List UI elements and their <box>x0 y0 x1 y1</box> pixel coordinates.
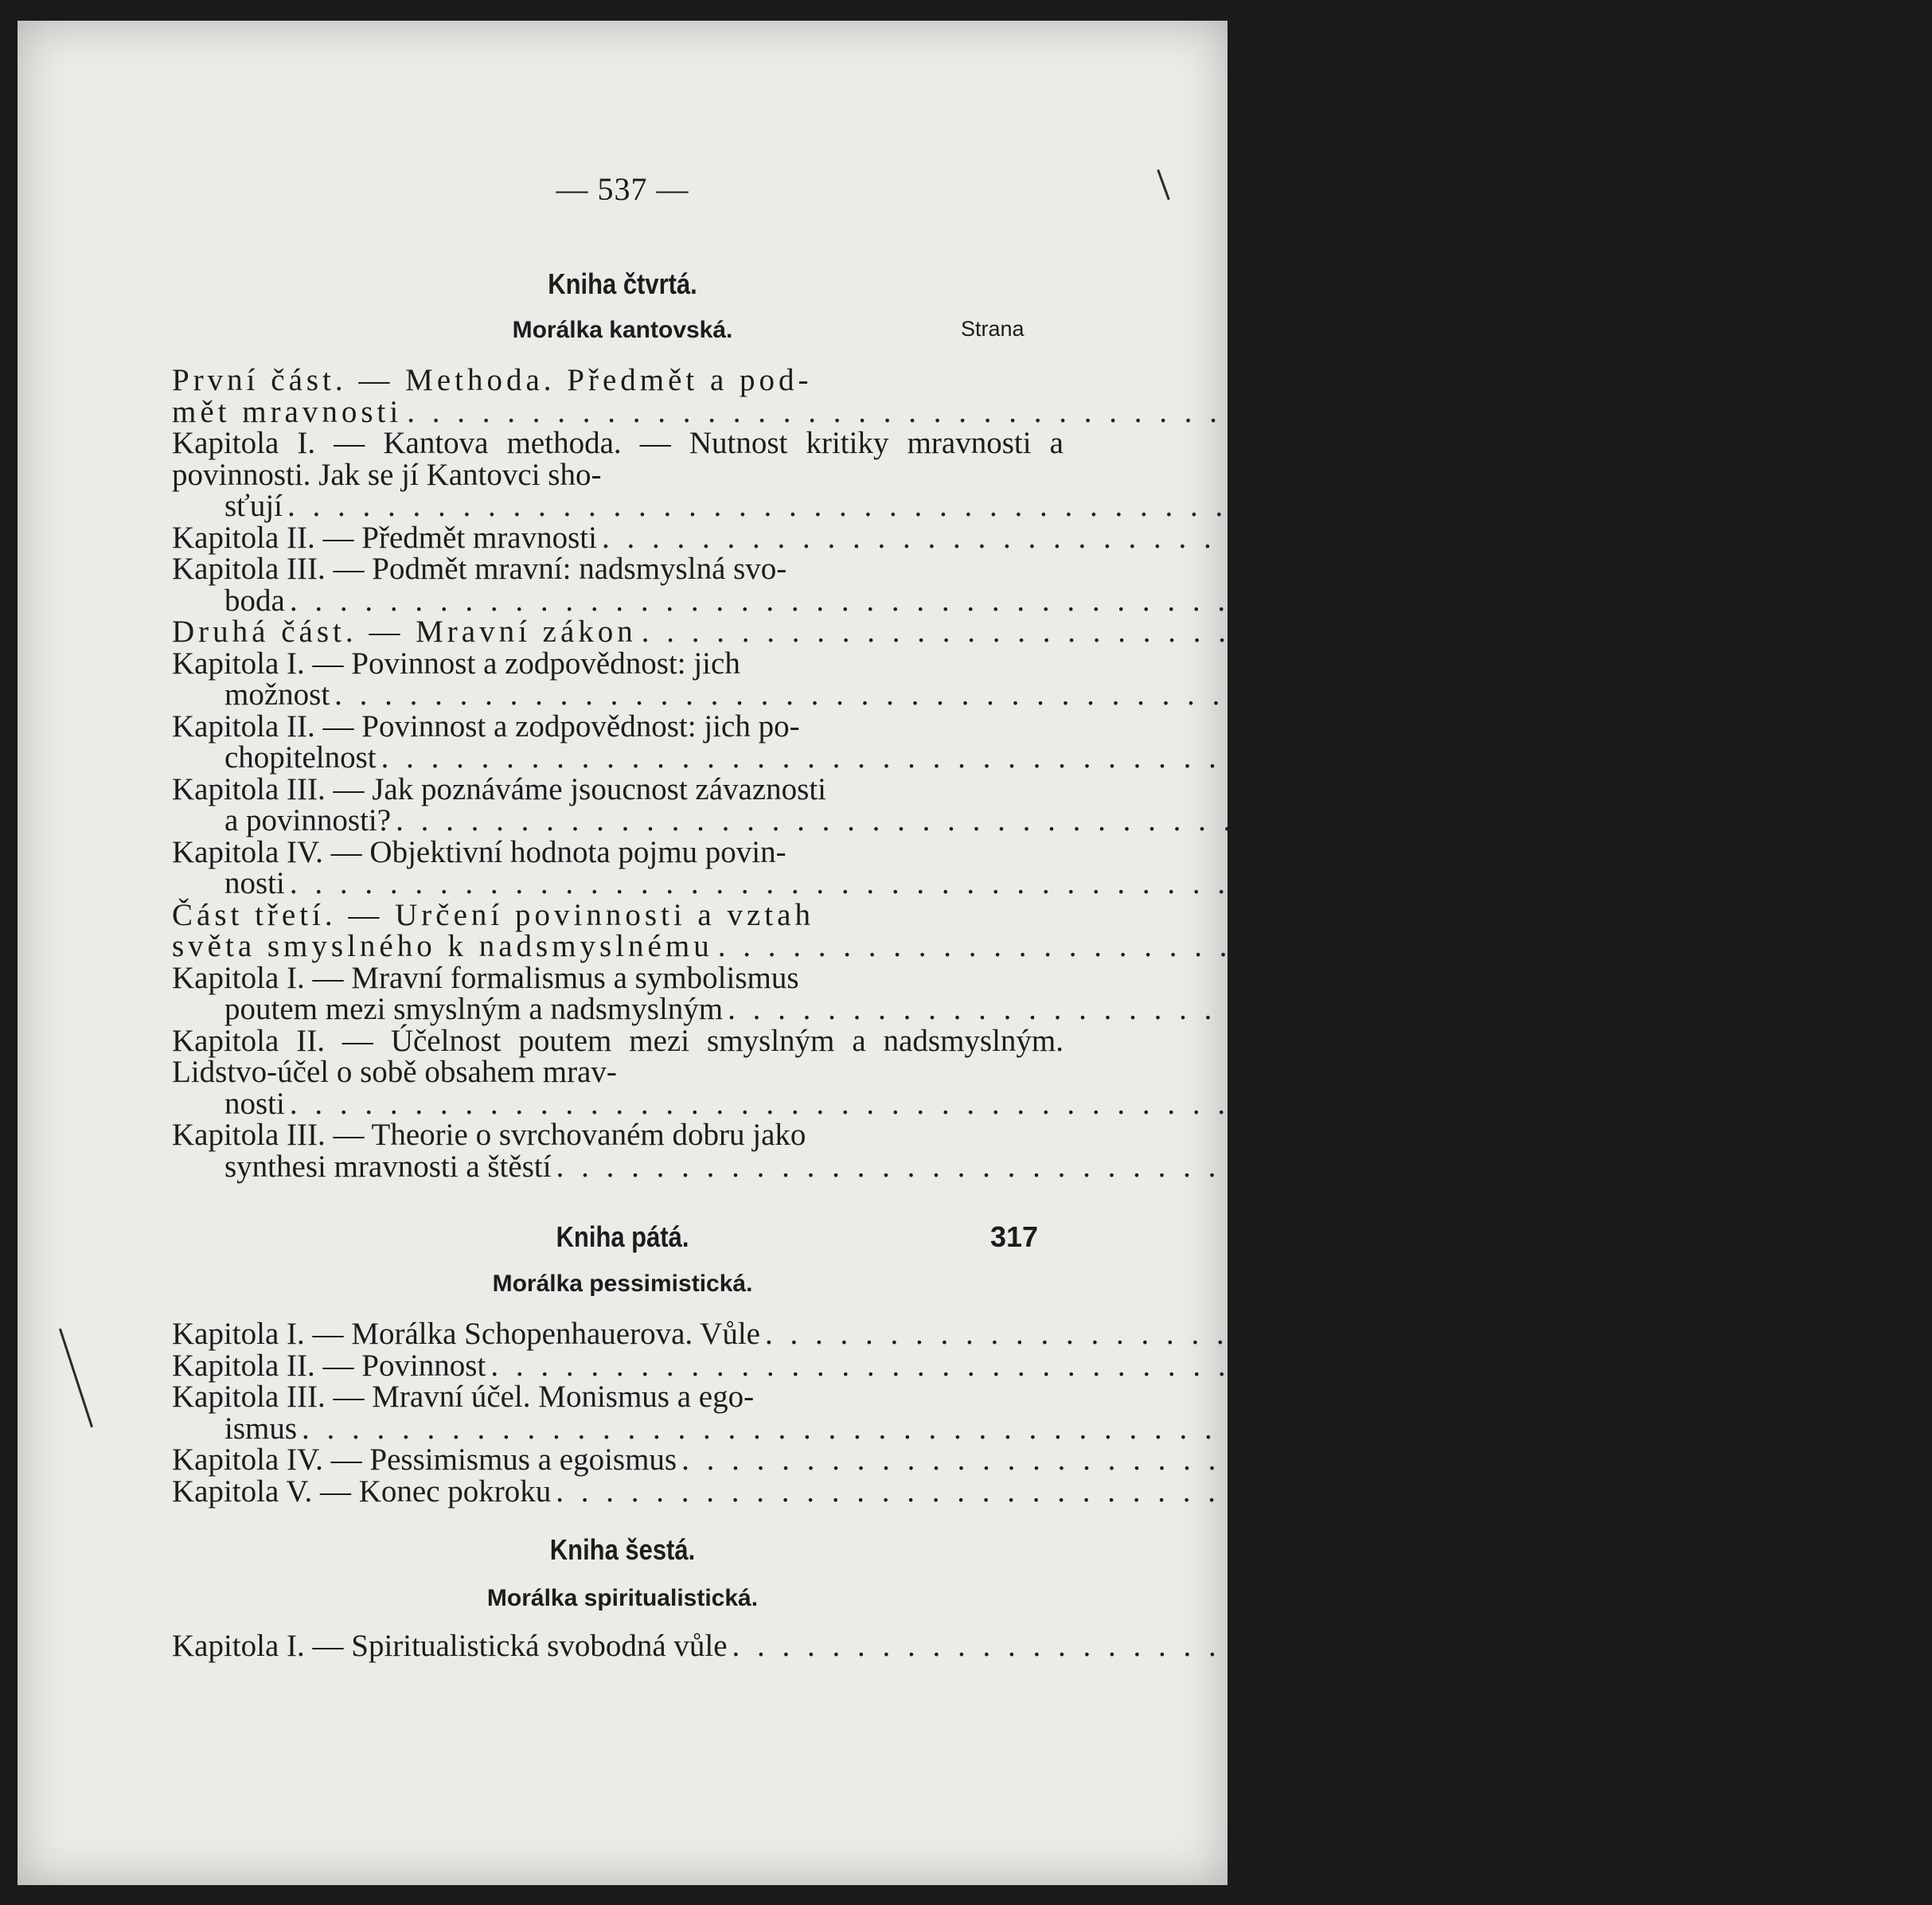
toc-entry-title: Kapitola IV. — Pessimismus a egoismus <box>172 1442 677 1477</box>
margin-mark <box>59 1329 93 1428</box>
toc-entry <box>172 1118 1723 1184</box>
toc-entry <box>172 615 1809 649</box>
toc-entry <box>172 1023 1458 1121</box>
toc-entry-text: Kapitola III. — Jak poznáváme jsoucnost závaznosti <box>172 771 826 806</box>
toc-entry-title: Kapitola V. — Konec pokroku <box>172 1474 552 1509</box>
toc-entry-title: mět mravnosti <box>172 394 403 429</box>
toc-entry-title: sťují <box>224 489 283 523</box>
leader-dots: . . . . . . . . . . . . . . . . . . . . . . . . . . . . . . . . . . . . . . . . . . . . . <box>717 929 1834 963</box>
toc-entry <box>172 1442 1849 1477</box>
toc-page-number: 260 <box>1848 992 1895 1026</box>
book5-subtitle: Morálka pessimistická. <box>492 1271 753 1297</box>
toc-entry-text: Kapitola II. — Účelnost poutem mezi smyslným a nadsmyslným. Lidstvo-účel o sobě obsahem mrav- <box>172 1023 1064 1089</box>
leader-dots: . . . . . . . . . . . . . . . . . . . . . . . . . . . . . . . . . . . . . . . . . . . . . <box>556 1149 1672 1184</box>
toc-entry-title: Druhá část. — Mravní zákon <box>172 615 637 649</box>
toc-page-number: 193 <box>1722 520 1770 555</box>
leader-dots: . . . . . . . . . . . . . . . . . . . . . . . . . . . . . . . . . . . . . . . . . . . . . <box>289 1086 1406 1121</box>
book6-title: Kniha šestá. <box>549 1533 696 1566</box>
toc-entry-title: a povinnosti? <box>224 803 392 837</box>
leader-dots: . . . . . . . . . . . . . . . . . . . . . . . . . . . . . . . . . . . . . . . . . . . . . <box>289 583 1406 618</box>
leader-dots: . . . . . . . . . . . . . . . . . . . . . . . . . . . . . . . . . . . . . . . . . . . . . <box>287 489 1403 523</box>
leader-dots: . . . . . . . . . . . . . . . . . . . . . . . . . . . . . . . . . . . . . . . . . . . . . <box>334 677 1450 712</box>
book4-title: Kniha čtvrtá. <box>548 267 697 300</box>
toc-entry-title: poutem mezi smyslným a nadsmyslným <box>224 992 724 1026</box>
toc-page-number: 298 <box>1410 1086 1458 1121</box>
toc-page-number: 304 <box>1676 1149 1723 1184</box>
book4-toc <box>172 363 1895 1184</box>
toc-entry-title: nosti <box>224 1086 285 1121</box>
toc-entry-text: Kapitola I. — Mravní formalismus a symbolismus <box>172 960 799 995</box>
toc-entry <box>172 520 1770 555</box>
toc-entry <box>172 552 1458 618</box>
toc-entry <box>172 1317 1932 1351</box>
toc-page-number: 260 <box>1838 929 1885 963</box>
book6-toc <box>172 1629 1899 1663</box>
toc-page-number: 173 <box>1527 394 1575 429</box>
toc-entry-title: ismus <box>224 1411 298 1446</box>
leader-dots: . . . . . . . . . . . . . . . . . . . . . . . . . . . . . . . . . . . . . . . . . . . . . <box>728 992 1844 1026</box>
toc-entry-title: Kapitola II. — Předmět mravnosti <box>172 520 597 555</box>
leader-dots: . . . . . . . . . . . . . . . . . . . . . . . . . . . . . . . . . . . . . . . . . . . . . <box>302 1411 1418 1446</box>
leader-dots: . . . . . . . . . . . . . . . . . . . . . . . . . . . . . . . . . . . . . . . . . . . . . <box>556 1474 1672 1509</box>
leader-dots: . . . . . . . . . . . . . . . . . . . . . . . . . . . . . . . . . . . . . . . . . . . . . <box>732 1629 1848 1663</box>
book5-page: 317 <box>990 1220 1039 1253</box>
toc-page-number: 344 <box>1801 1442 1849 1477</box>
toc-entry-title: Kapitola II. — Povinnost <box>172 1348 486 1383</box>
toc-entry-title: boda <box>224 583 285 618</box>
book6-subtitle: Morálka spiritualistická. <box>486 1585 759 1611</box>
toc-entry <box>172 363 1575 429</box>
toc-entry-text: Část třetí. — Určení povinnosti a vztah <box>172 897 814 932</box>
toc-entry-text: Kapitola III. — Podmět mravní: nadsmyslná svo- <box>172 552 787 586</box>
leader-dots: . . . . . . . . . . . . . . . . . . . . . . . . . . . . . . . . . . . . . . . . . . . . . <box>490 1348 1607 1383</box>
toc-entry-text: Kapitola I. — Povinnost a zodpovědnost: jich <box>172 646 740 681</box>
strana-label: Strana <box>961 317 1025 341</box>
toc-entry <box>172 646 1502 712</box>
toc-page-number: 328 <box>1611 1348 1658 1383</box>
toc-entry <box>172 426 1455 523</box>
toc-entry <box>172 960 1895 1026</box>
book5-toc <box>172 1317 1932 1509</box>
book-page <box>18 21 1932 1885</box>
toc-page-number: 203 <box>1410 583 1458 618</box>
toc-page-number: 355 <box>1676 1474 1723 1509</box>
toc-entry <box>172 897 1885 963</box>
toc-entry <box>172 834 1458 900</box>
toc-entry-text: První část. — Methoda. Předmět a pod- <box>172 363 813 397</box>
book4-subtitle: Morálka kantovská. <box>512 317 733 343</box>
toc-page-number: 228 <box>1501 740 1548 775</box>
toc-page-number: 333 <box>1422 1411 1469 1446</box>
leader-dots: . . . . . . . . . . . . . . . . . . . . . . . . . . . . . . . . . . . . . . . . . . . . . <box>396 803 1512 837</box>
toc-entry <box>172 709 1548 775</box>
toc-page-number: 175 <box>1407 489 1455 523</box>
toc-page-number: 318 <box>1885 1317 1932 1351</box>
leader-dots: . . . . . . . . . . . . . . . . . . . . . . . . . . . . . . . . . . . . . . . . . . . . . <box>289 866 1406 900</box>
toc-entry-text: Kapitola I. — Kantova methoda. — Nutnost kritiky mravnosti a povinnosti. Jak se jí Kantovci sho- <box>172 426 1064 492</box>
toc-entry-text: Kapitola IV. — Objektivní hodnota pojmu povin- <box>172 834 786 869</box>
toc-entry-text: Kapitola II. — Povinnost a zodpovědnost: jich po- <box>172 709 800 744</box>
toc-entry <box>172 1348 1658 1383</box>
toc-page-number: 241 <box>1410 866 1458 900</box>
leader-dots: . . . . . . . . . . . . . . . . . . . . . . . . . . . . . . . . . . . . . . . . . . . . . <box>407 394 1523 429</box>
toc-entry-title: možnost <box>224 677 330 712</box>
toc-page-number: 221 <box>1454 677 1502 712</box>
toc-entry-title: nosti <box>224 866 285 900</box>
toc-page-number: 367 <box>1852 1629 1899 1663</box>
leader-dots: . . . . . . . . . . . . . . . . . . . . . . . . . . . . . . . . . . . . . . . . . . . . . <box>764 1317 1881 1351</box>
toc-page-number: 220 <box>1762 615 1809 649</box>
toc-entry-title: Kapitola I. — Morálka Schopenhauerova. Vůle <box>172 1317 760 1351</box>
leader-dots: . . . . . . . . . . . . . . . . . . . . . . . . . . . . . . . . . . . . . . . . . . . . . <box>381 740 1497 775</box>
leader-dots: . . . . . . . . . . . . . . . . . . . . . . . . . . . . . . . . . . . . . . . . . . . . . <box>641 615 1758 649</box>
book5-title: Kniha pátá. <box>556 1220 689 1253</box>
leader-dots: . . . . . . . . . . . . . . . . . . . . . . . . . . . . . . . . . . . . . . . . . . . . . <box>681 1442 1797 1477</box>
toc-entry <box>172 1380 1469 1446</box>
leader-dots: . . . . . . . . . . . . . . . . . . . . . . . . . . . . . . . . . . . . . . . . . . . . . <box>601 520 1718 555</box>
toc-entry-title: chopitelnost <box>224 740 377 775</box>
toc-entry <box>172 1629 1899 1663</box>
toc-entry <box>172 1474 1723 1509</box>
toc-entry <box>172 771 1563 837</box>
toc-entry-title: Kapitola I. — Spiritualistická svobodná vůle <box>172 1629 728 1663</box>
toc-entry-text: Kapitola III. — Theorie o svrchovaném dobru jako <box>172 1118 806 1152</box>
toc-page-number: 237 <box>1516 803 1563 837</box>
toc-entry-title: světa smyslného k nadsmyslnému <box>172 929 713 963</box>
toc-entry-text: Kapitola III. — Mravní účel. Monismus a ego- <box>172 1380 755 1414</box>
toc-entry-title: synthesi mravnosti a štěstí <box>224 1149 552 1184</box>
page-number: — 537 — <box>556 171 689 207</box>
